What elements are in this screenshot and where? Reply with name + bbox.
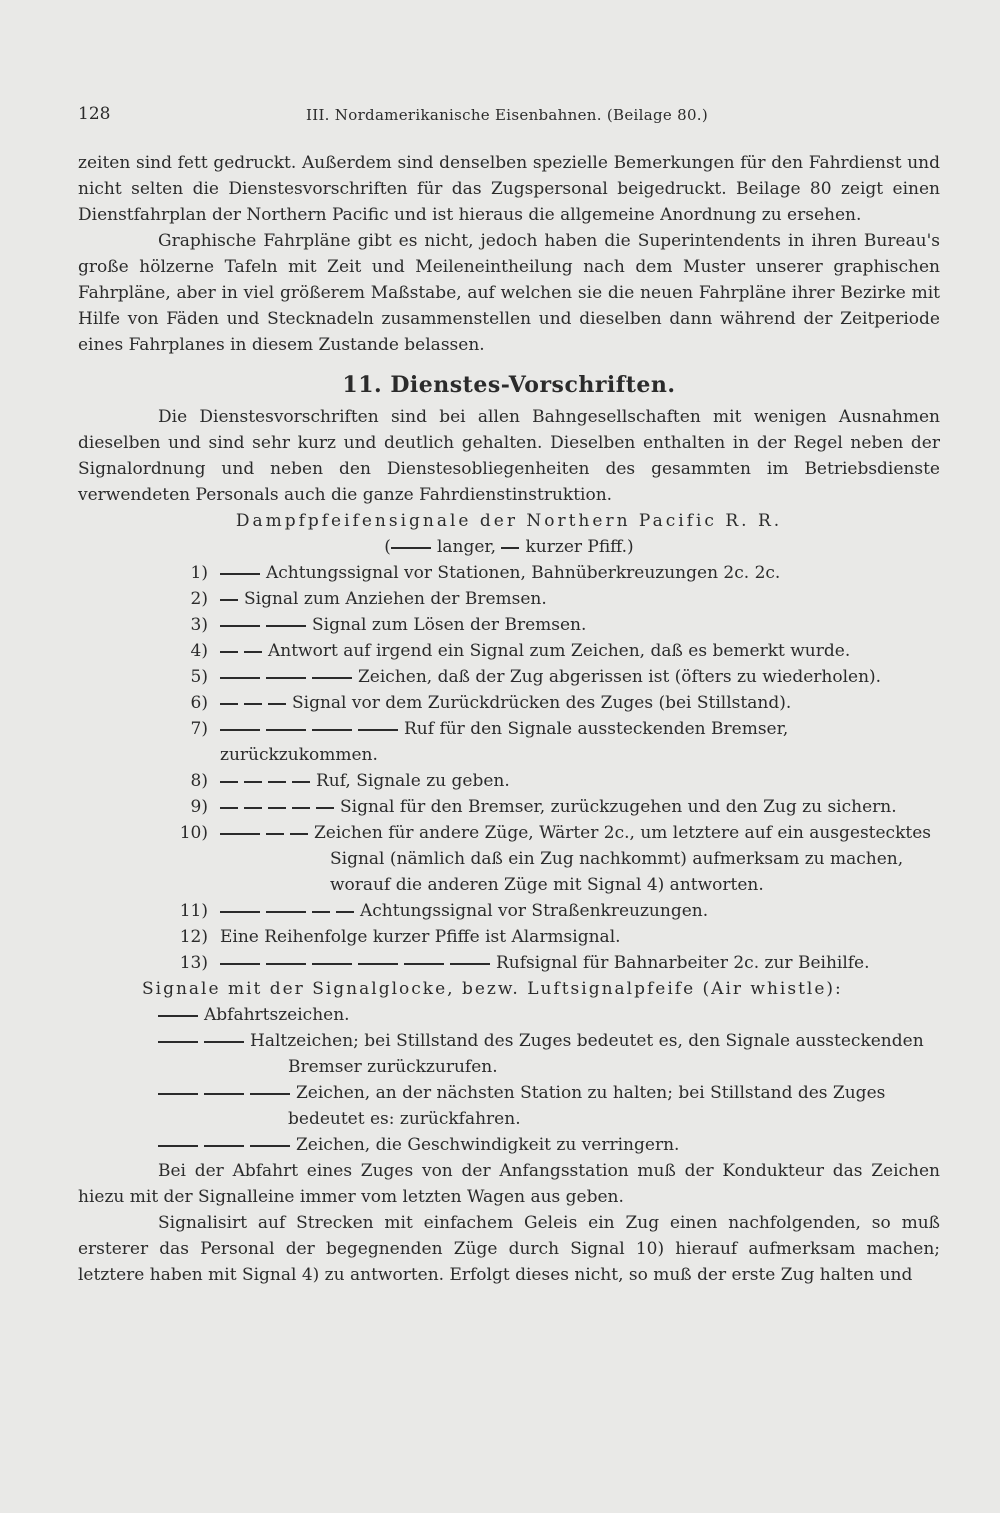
- signal-number: 13): [179, 953, 208, 973]
- short-dash-icon: [268, 781, 286, 783]
- long-dash-icon: [250, 1145, 290, 1147]
- short-dash-icon: [312, 911, 330, 913]
- signal-continuation: worauf die anderen Züge mit Signal 4) antworten.: [330, 875, 764, 895]
- short-dash-icon: [244, 651, 262, 653]
- signal-item: [78, 898, 940, 924]
- page-body: [78, 150, 940, 1288]
- signal-number: 12): [179, 927, 208, 947]
- long-dash-icon: [358, 963, 398, 965]
- signal-item: [78, 690, 940, 716]
- legend-open: (: [384, 537, 391, 557]
- bell-signal-text: Haltzeichen; bei Stillstand des Zuges bedeutet es, den Signale aussteckenden: [250, 1031, 924, 1051]
- signal-item: [78, 612, 940, 638]
- short-dash-icon: [268, 703, 286, 705]
- short-dash-icon: [292, 807, 310, 809]
- short-dash-icon: [268, 807, 286, 809]
- bell-signal-item: [78, 1080, 940, 1106]
- bell-signal-item: [78, 1132, 940, 1158]
- long-dash-icon: [204, 1145, 244, 1147]
- long-dash-icon: [450, 963, 490, 965]
- signal-text: Eine Reihenfolge kurzer Pfiffe ist Alarmsignal.: [220, 927, 621, 947]
- bell-signals-title: Signale mit der Signalglocke, bezw. Luftsignalpfeife (Air whistle):: [142, 979, 843, 999]
- long-dash-icon: [204, 1041, 244, 1043]
- short-dash-icon: [220, 807, 238, 809]
- page-header: [78, 104, 940, 134]
- long-dash-icon: [204, 1093, 244, 1095]
- long-dash-icon: [158, 1015, 198, 1017]
- short-dash-icon: [266, 833, 284, 835]
- signal-text: Signal vor dem Zurückdrücken des Zuges (bei Stillstand).: [292, 693, 792, 713]
- bell-signal-text: Abfahrtszeichen.: [204, 1005, 350, 1025]
- paragraph: Bei der Abfahrt eines Zuges von der Anfangsstation muß der Kondukteur das Zeichen hiezu mit der Signalleine immer vom letzten Wagen aus geben.: [78, 1161, 940, 1207]
- paragraph: Die Dienstesvorschriften sind bei allen Bahngesellschaften mit wenigen Ausnahmen dieselben und sind sehr kurz und deutlich gehalten. Dieselben enthalten in der Regel neben der Signalordnung und neben den Dienstesobliegenheiten des gesammten im Betriebsdienste verwendeten Personals auch die ganze Fahrdienstinstruktion.: [78, 407, 940, 505]
- bell-signal-item: [78, 1028, 940, 1054]
- long-dash-icon: [266, 625, 306, 627]
- long-dash-icon: [391, 547, 431, 549]
- short-dash-icon: [220, 651, 238, 653]
- signal-item: [78, 560, 940, 586]
- long-dash-icon: [220, 729, 260, 731]
- short-dash-icon: [220, 703, 238, 705]
- short-dash-icon: [244, 703, 262, 705]
- long-dash-icon: [358, 729, 398, 731]
- signal-item: [78, 586, 940, 612]
- signal-text: Ruf für den Signale aussteckenden Bremser, zurückzukommen.: [220, 719, 789, 765]
- signal-number: 9): [190, 797, 208, 817]
- signal-item: [78, 794, 940, 820]
- long-dash-icon: [158, 1093, 198, 1095]
- short-dash-icon: [501, 547, 519, 549]
- signal-text: Rufsignal für Bahnarbeiter 2c. zur Beihilfe.: [496, 953, 870, 973]
- bell-signal-item: [78, 1002, 940, 1028]
- signal-number: 3): [190, 615, 208, 635]
- signal-item: [78, 768, 940, 794]
- short-dash-icon: [316, 807, 334, 809]
- signal-number: 5): [190, 667, 208, 687]
- long-dash-icon: [312, 677, 352, 679]
- short-dash-icon: [244, 781, 262, 783]
- long-dash-icon: [220, 833, 260, 835]
- short-dash-icon: [244, 807, 262, 809]
- signal-number: 10): [179, 823, 208, 843]
- signal-continuation: Signal (nämlich daß ein Zug nachkommt) aufmerksam zu machen,: [330, 849, 904, 869]
- long-dash-icon: [266, 963, 306, 965]
- long-dash-icon: [312, 729, 352, 731]
- long-dash-icon: [404, 963, 444, 965]
- long-dash-icon: [266, 729, 306, 731]
- long-dash-icon: [220, 573, 260, 575]
- long-dash-icon: [312, 963, 352, 965]
- signal-number: 11): [179, 901, 208, 921]
- signal-text: Achtungssignal vor Straßenkreuzungen.: [360, 901, 709, 921]
- whistle-signals-title: Dampfpfeifensignale der Northern Pacific R. R.: [235, 511, 783, 531]
- long-dash-icon: [250, 1093, 290, 1095]
- paragraph: Graphische Fahrpläne gibt es nicht, jedoch haben die Superintendents in ihren Bureau's große hölzerne Tafeln mit Zeit und Meileneintheilung nach dem Muster unserer graphischen Fahrpläne, aber in viel größerem Maßstabe, auf welchen sie die neuen Fahrpläne ihrer Bezirke mit Hilfe von Fäden und Stecknadeln zusammenstellen und dieselben dann während der Zeitperiode eines Fahrplanes in diesem Zustande belassen.: [78, 231, 940, 355]
- signal-number: 6): [190, 693, 208, 713]
- signal-text: Signal für den Bremser, zurückzugehen und den Zug zu sichern.: [340, 797, 897, 817]
- signal-number: 7): [190, 719, 208, 739]
- signal-text: Zeichen für andere Züge, Wärter 2c., um letztere auf ein ausgestecktes: [314, 823, 931, 843]
- short-dash-icon: [292, 781, 310, 783]
- bell-signal-list: [78, 1002, 940, 1158]
- whistle-signal-list: [78, 560, 940, 976]
- signal-number: 1): [190, 563, 208, 583]
- signal-number: 4): [190, 641, 208, 661]
- long-dash-icon: [220, 963, 260, 965]
- signal-item: [78, 716, 940, 768]
- short-dash-icon: [220, 599, 238, 601]
- short-dash-icon: [220, 781, 238, 783]
- long-dash-icon: [220, 625, 260, 627]
- signal-item: [78, 638, 940, 664]
- signal-text: Signal zum Lösen der Bremsen.: [312, 615, 587, 635]
- page-number: 128: [78, 104, 111, 124]
- long-dash-icon: [266, 677, 306, 679]
- signal-item: [78, 924, 940, 950]
- bell-signal-text: Zeichen, an der nächsten Station zu halten; bei Stillstand des Zuges: [296, 1083, 886, 1103]
- signal-number: 2): [190, 589, 208, 609]
- signal-number: 8): [190, 771, 208, 791]
- signal-text: Zeichen, daß der Zug abgerissen ist (öfters zu wiederholen).: [358, 667, 882, 687]
- legend: [78, 534, 940, 560]
- long-dash-icon: [158, 1041, 198, 1043]
- signal-text: Ruf, Signale zu geben.: [316, 771, 510, 791]
- short-dash-icon: [336, 911, 354, 913]
- bell-signal-continuation: bedeutet es: zurückfahren.: [288, 1109, 521, 1129]
- section-heading: 11. Dienstes-Vorschriften.: [342, 372, 676, 398]
- running-title: III. Nordamerikanische Eisenbahnen. (Beilage 80.): [306, 106, 709, 124]
- signal-text: Achtungssignal vor Stationen, Bahnüberkreuzungen 2c. 2c.: [266, 563, 781, 583]
- signal-text: Signal zum Anziehen der Bremsen.: [244, 589, 547, 609]
- legend-short: kurzer Pfiff.): [525, 537, 634, 557]
- signal-item: [78, 664, 940, 690]
- signal-item: [78, 820, 940, 846]
- legend-long: langer,: [436, 537, 497, 557]
- long-dash-icon: [220, 677, 260, 679]
- signal-item: [78, 950, 940, 976]
- paragraph: zeiten sind fett gedruckt. Außerdem sind denselben spezielle Bemerkungen für den Fahrdienst und nicht selten die Dienstesvorschriften für das Zugspersonal beigedruckt. Beilage 80 zeigt einen Dienstfahrplan der Northern Pacific und ist hieraus die allgemeine Anordnung zu ersehen.: [78, 153, 940, 225]
- paragraph: Signalisirt auf Strecken mit einfachem Geleis ein Zug einen nachfolgenden, so muß ersterer das Personal der begegnenden Züge durch Signal 10) hierauf aufmerksam machen; letztere haben mit Signal 4) zu antworten. Erfolgt dieses nicht, so muß der erste Zug halten und: [78, 1213, 940, 1285]
- long-dash-icon: [266, 911, 306, 913]
- bell-signal-continuation: Bremser zurückzurufen.: [288, 1057, 498, 1077]
- bell-signal-text: Zeichen, die Geschwindigkeit zu verringern.: [296, 1135, 680, 1155]
- signal-text: Antwort auf irgend ein Signal zum Zeichen, daß es bemerkt wurde.: [268, 641, 851, 661]
- long-dash-icon: [220, 911, 260, 913]
- short-dash-icon: [290, 833, 308, 835]
- long-dash-icon: [158, 1145, 198, 1147]
